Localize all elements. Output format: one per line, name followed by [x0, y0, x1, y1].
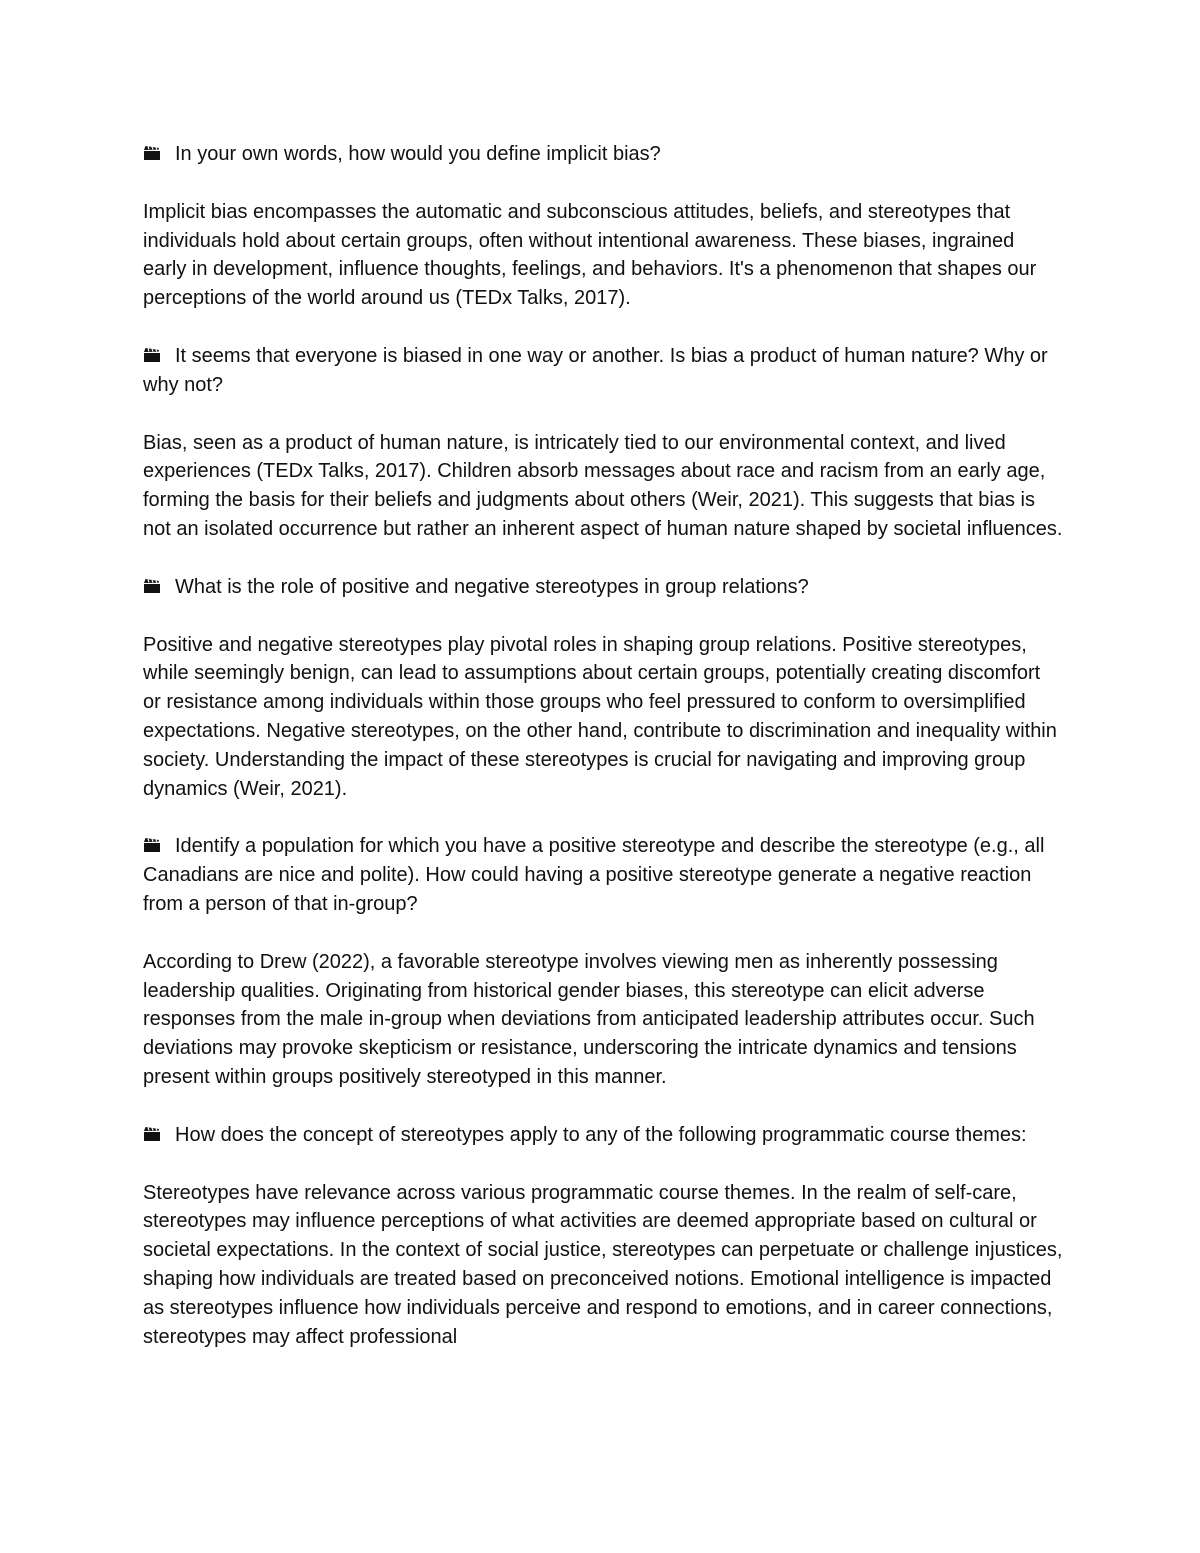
- question-block: [143, 140, 1063, 169]
- question-block: [143, 1121, 1063, 1150]
- clapperboard-icon: [143, 837, 161, 853]
- document-page: [143, 140, 1063, 1380]
- answer-text: According to Drew (2022), a favorable stereotype involves viewing men as inherently possessing leadership qualities. Originating from historical gender biases, this stereotype can elicit adverse responses from the male in-group when deviations from anticipated leadership attributes occur. Such deviations may provoke skepticism or resistance, underscoring the intricate dynamics and tensions present within groups positively stereotyped in this manner.: [143, 950, 1035, 1088]
- answer-block: [143, 429, 1063, 544]
- question-label: Identify a population for which you have a positive stereotype and describe the stereotype (e.g., all Canadians are nice and polite). How could having a positive stereotype generate a negative reaction from a person of that in-group?: [143, 835, 1045, 915]
- question-block: [143, 342, 1063, 400]
- clapperboard-icon: [143, 578, 161, 594]
- question-text: [143, 1121, 1063, 1150]
- question-text: [143, 832, 1063, 918]
- clapperboard-icon: [143, 347, 161, 363]
- question-text: [143, 573, 1063, 602]
- answer-text: Stereotypes have relevance across various programmatic course themes. In the realm of self-care, stereotypes may influence perceptions of what activities are deemed appropriate based on cultural or societal expectations. In the context of social justice, stereotypes can perpetuate or challenge injustices, shaping how individuals are treated based on preconceived notions. Emotional intelligence is impacted as stereotypes influence how individuals perceive and respond to emotions, and in career connections, stereotypes may affect professional: [143, 1181, 1063, 1348]
- question-label: What is the role of positive and negative stereotypes in group relations?: [175, 575, 809, 598]
- answer-text: Bias, seen as a product of human nature, is intricately tied to our environmental context, and lived experiences (TEDx Talks, 2017). Children absorb messages about race and racism from an early age, forming the basis for their beliefs and judgments about others (Weir, 2021). This suggests that bias is not an isolated occurrence but rather an inherent aspect of human nature shaped by societal influences.: [143, 431, 1063, 540]
- answer-block: [143, 631, 1063, 804]
- question-label: It seems that everyone is biased in one way or another. Is bias a product of human nature? Why or why not?: [143, 344, 1048, 396]
- question-text: [143, 342, 1063, 400]
- question-label: In your own words, how would you define implicit bias?: [175, 143, 661, 165]
- question-text: [143, 140, 1063, 169]
- question-block: [143, 832, 1063, 918]
- question-block: [143, 573, 1063, 602]
- question-label: How does the concept of stereotypes apply to any of the following programmatic course themes:: [175, 1123, 1027, 1146]
- answer-block: [143, 1179, 1063, 1352]
- clapperboard-icon: [143, 145, 161, 161]
- answer-text: Positive and negative stereotypes play pivotal roles in shaping group relations. Positive stereotypes, while seemingly benign, can lead to assumptions about certain groups, potentially creating discomfort or resistance among individuals within those groups who feel pressured to conform to oversimplified expectations. Negative stereotypes, on the other hand, contribute to discrimination and inequality within society. Understanding the impact of these stereotypes is crucial for navigating and improving group dynamics (Weir, 2021).: [143, 633, 1057, 800]
- clapperboard-icon: [143, 1126, 161, 1142]
- answer-text: Implicit bias encompasses the automatic and subconscious attitudes, beliefs, and stereotypes that individuals hold about certain groups, often without intentional awareness. These biases, ingrained early in development, influence thoughts, feelings, and behaviors. It's a phenomenon that shapes our perceptions of the world around us (TEDx Talks, 2017).: [143, 200, 1037, 310]
- answer-block: [143, 948, 1063, 1092]
- answer-block: [143, 198, 1063, 313]
